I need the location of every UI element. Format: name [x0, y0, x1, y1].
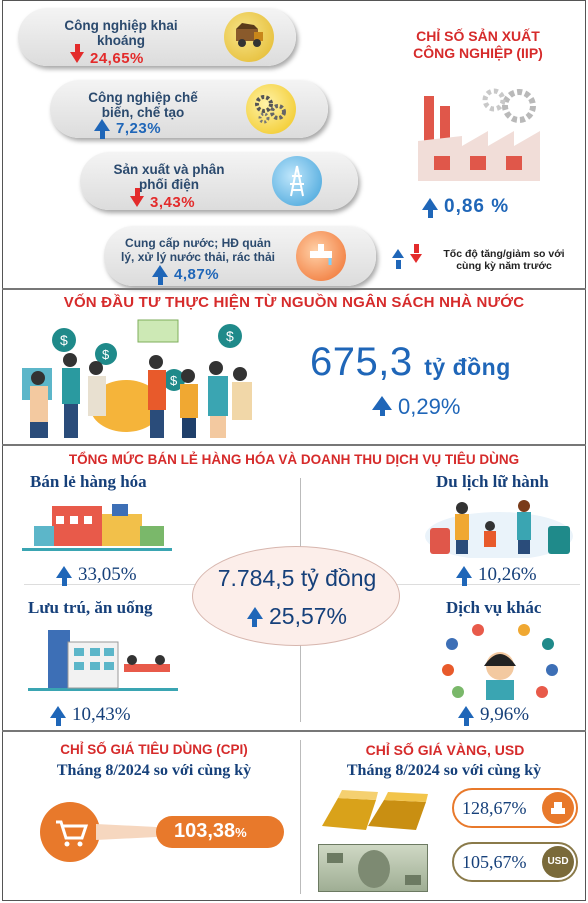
arrow-down-icon — [410, 254, 422, 263]
iip-total-value: 0,86 % — [444, 196, 510, 217]
iip-item-label: Cung cấp nước; HĐ quản — [125, 236, 271, 250]
section-divider — [2, 730, 586, 732]
travel-illustration — [424, 496, 574, 558]
iip-item-manufacturing — [50, 80, 328, 138]
gold-badge — [452, 788, 578, 828]
section-divider — [2, 444, 586, 446]
arrow-up-icon — [456, 566, 472, 578]
arrow-up-icon — [50, 706, 66, 718]
cpi-unit: % — [235, 825, 247, 840]
retail-value: 33,05% — [78, 564, 137, 585]
arrow-up-icon — [94, 119, 110, 131]
iip-item-electricity — [80, 152, 358, 210]
power-tower-icon — [272, 156, 322, 206]
divider — [300, 740, 301, 894]
cpi-value: 103,38 — [174, 820, 236, 842]
arrow-up-icon — [422, 198, 438, 210]
arrow-up-icon — [247, 607, 263, 619]
iip-title: CÔNG NGHIỆP (IIP) — [413, 45, 543, 61]
travel-value: 10,26% — [478, 564, 537, 585]
retail-total-amount: 7.784,5 tỷ đồng — [217, 565, 377, 591]
iip-item-label: khoáng — [96, 33, 145, 48]
arrow-down-icon — [70, 52, 84, 63]
iip-item-label: Công nghiệp khai — [64, 18, 178, 33]
other-services-value: 9,96% — [480, 704, 530, 725]
investment-people-illustration — [18, 318, 270, 440]
arrow-up-icon — [372, 396, 392, 410]
iip-item-label: Sản xuất và phân — [113, 162, 225, 177]
legend-text: Tốc độ tăng/giảm so với cùng kỳ năm trước — [443, 248, 565, 272]
iip-item-label: lý, xử lý nước thải, rác thải — [121, 250, 275, 264]
water-tap-icon — [296, 231, 346, 281]
svg-text:$: $ — [102, 347, 110, 362]
gold-bars-image — [318, 784, 434, 836]
arrow-down-icon — [130, 196, 144, 207]
cpi-cart-badge — [36, 802, 290, 862]
svg-text:$: $ — [60, 332, 68, 348]
iip-item-label: Công nghiệp chế — [88, 90, 198, 105]
gold-icon — [542, 792, 574, 824]
hotel-illustration — [28, 624, 178, 692]
travel-label: Du lịch lữ hành — [436, 472, 549, 491]
arrow-up-icon — [458, 706, 474, 718]
shopping-cart-illustration — [22, 496, 172, 558]
gold-value: 128,67% — [462, 798, 527, 818]
other-services-label: Dịch vụ khác — [446, 598, 542, 617]
retail-total-growth: 25,57% — [268, 603, 347, 629]
iip-item-value: 4,87% — [174, 266, 220, 283]
iip-title: CHỈ SỐ SẢN XUẤT — [416, 28, 540, 44]
arrow-up-icon — [56, 566, 72, 578]
iip-item-value: 7,23% — [116, 120, 162, 137]
arrow-up-icon — [152, 265, 168, 277]
svg-text:$: $ — [170, 373, 178, 388]
usd-icon — [542, 846, 574, 878]
gears-icon — [246, 84, 296, 134]
usd-badge-label: USD — [547, 856, 569, 867]
accommodation-label: Lưu trú, ăn uống — [28, 598, 153, 617]
investment-title: VỐN ĐẦU TƯ THỰC HIỆN TỪ NGUỒN NGÂN SÁCH NHÀ NƯỚC — [63, 294, 525, 311]
iip-legend — [392, 248, 582, 272]
cpi-subtitle: Tháng 8/2024 so với cùng kỳ — [56, 762, 252, 779]
section-divider — [2, 288, 586, 290]
gold-usd-title: CHỈ SỐ GIÁ VÀNG, USD — [365, 742, 525, 758]
dollar-bill-image — [318, 844, 428, 892]
investment-amount: 675,3 — [310, 340, 413, 384]
iip-item-mining — [18, 8, 296, 66]
investment-growth: 0,29% — [398, 394, 461, 419]
iip-item-label: biến, chế tạo — [101, 105, 185, 120]
usd-value: 105,67% — [462, 852, 527, 872]
cpi-title: CHỈ SỐ GIÁ TIÊU DÙNG (CPI) — [60, 742, 248, 757]
svg-text:$: $ — [226, 328, 234, 344]
arrow-up-icon — [392, 249, 404, 258]
accommodation-value: 10,43% — [72, 704, 131, 725]
gold-usd-subtitle: Tháng 8/2024 so với cùng kỳ — [346, 762, 542, 779]
retail-total-oval — [192, 546, 400, 646]
retail-title: TỔNG MỨC BÁN LẺ HÀNG HÓA VÀ DOANH THU DỊCH VỤ TIÊU DÙNG — [68, 452, 520, 467]
iip-item-value: 3,43% — [150, 194, 196, 211]
factory-icon — [414, 76, 544, 186]
iip-item-value: 24,65% — [90, 50, 144, 67]
investment-unit: tỷ đồng — [424, 354, 511, 380]
retail-label: Bán lẻ hàng hóa — [30, 472, 147, 491]
iip-item-water — [104, 226, 376, 286]
mining-truck-icon — [224, 12, 274, 62]
usd-badge — [452, 842, 578, 882]
services-illustration — [440, 622, 560, 702]
iip-item-label: phối điện — [139, 177, 199, 192]
